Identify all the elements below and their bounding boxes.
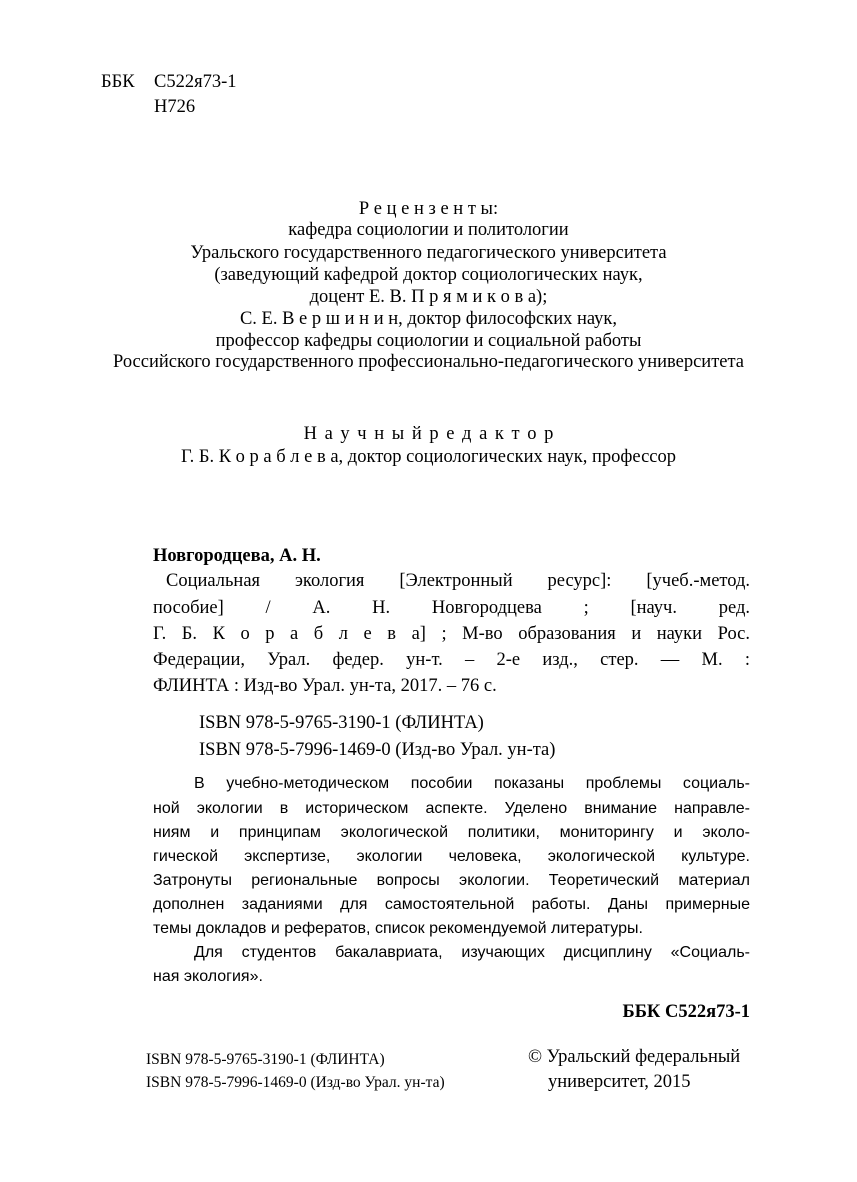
reviewers-heading: Р е ц е н з е н т ы: xyxy=(358,199,499,219)
isbn-line: ISBN 978-5-7996-1469-0 (Изд-во Урал. ун-та) xyxy=(199,740,556,760)
reviewer-line: доцент Е. В. П р я м и к о в а); xyxy=(309,287,548,307)
bibliographic-entry-line: Социальная экология [Электронный ресурс]: [учеб.-метод. xyxy=(166,571,750,591)
footer-isbn-line: ISBN 978-5-7996-1469-0 (Изд-во Урал. ун-та) xyxy=(146,1074,445,1091)
bibliographic-entry-line: Г. Б. К о р а б л е в а] ; М-во образования и науки Рос. xyxy=(153,624,750,644)
isbn-line: ISBN 978-5-9765-3190-1 (ФЛИНТА) xyxy=(199,713,484,733)
bibliographic-entry-line: пособие] / А. Н. Новгородцева ; [науч. ред. xyxy=(153,598,750,618)
bibliographic-entry-line: ФЛИНТА : Изд-во Урал. ун-та, 2017. – 76 с. xyxy=(153,676,497,696)
annotation-line: Затронуты региональные вопросы экологии. Теоретический материал xyxy=(153,872,750,889)
annotation-line: ной экологии в историческом аспекте. Уделено внимание направле- xyxy=(153,800,750,817)
author-heading: Новгородцева, А. Н. xyxy=(153,546,321,566)
copyright-line: университет, 2015 xyxy=(548,1072,691,1092)
reviewer-line: (заведующий кафедрой доктор социологических наук, xyxy=(214,265,643,285)
annotation-line: В учебно-методическом пособии показаны проблемы социаль- xyxy=(194,775,750,792)
footer-isbn-line: ISBN 978-5-9765-3190-1 (ФЛИНТА) xyxy=(146,1051,385,1068)
copyright-line: © Уральский федеральный xyxy=(528,1047,741,1067)
bibliographic-entry-line: Федерации, Урал. федер. ун-т. – 2-е изд., стер. — М. : xyxy=(153,650,750,670)
annotation-line: дополнен заданиями для самостоятельной работы. Даны примерные xyxy=(153,896,750,913)
reviewer-line: Российского государственного профессионально-педагогического университета xyxy=(112,352,745,372)
reviewer-line: Уральского государственного педагогического университета xyxy=(190,243,667,263)
reviewer-line: кафедра социологии и политологии xyxy=(288,220,569,240)
annotation-line: гической экспертизе, экологии человека, экологической культуре. xyxy=(153,848,750,865)
audience-line: Для студентов бакалавриата, изучающих дисциплину «Социаль- xyxy=(194,944,750,961)
author-mark: Н726 xyxy=(154,97,196,117)
bbk-code: С522я73-1 xyxy=(154,72,237,92)
annotation-line: темы докладов и рефератов, список рекомендуемой литературы. xyxy=(153,920,643,937)
bbk-footer: ББК С522я73-1 xyxy=(622,1002,750,1022)
editor-line: Г. Б. К о р а б л е в а, доктор социологических наук, профессор xyxy=(180,447,677,467)
reviewer-line: С. Е. В е р ш и н и н, доктор философских наук, xyxy=(239,309,618,329)
reviewer-line: профессор кафедры социологии и социальной работы xyxy=(215,331,642,351)
audience-line: ная экология». xyxy=(153,968,263,985)
editor-heading: Н а у ч н ы й р е д а к т о р xyxy=(303,424,554,444)
bbk-label: ББК xyxy=(101,72,135,92)
annotation-line: ниям и принципам экологической политики, мониторингу и эколо- xyxy=(153,824,750,841)
